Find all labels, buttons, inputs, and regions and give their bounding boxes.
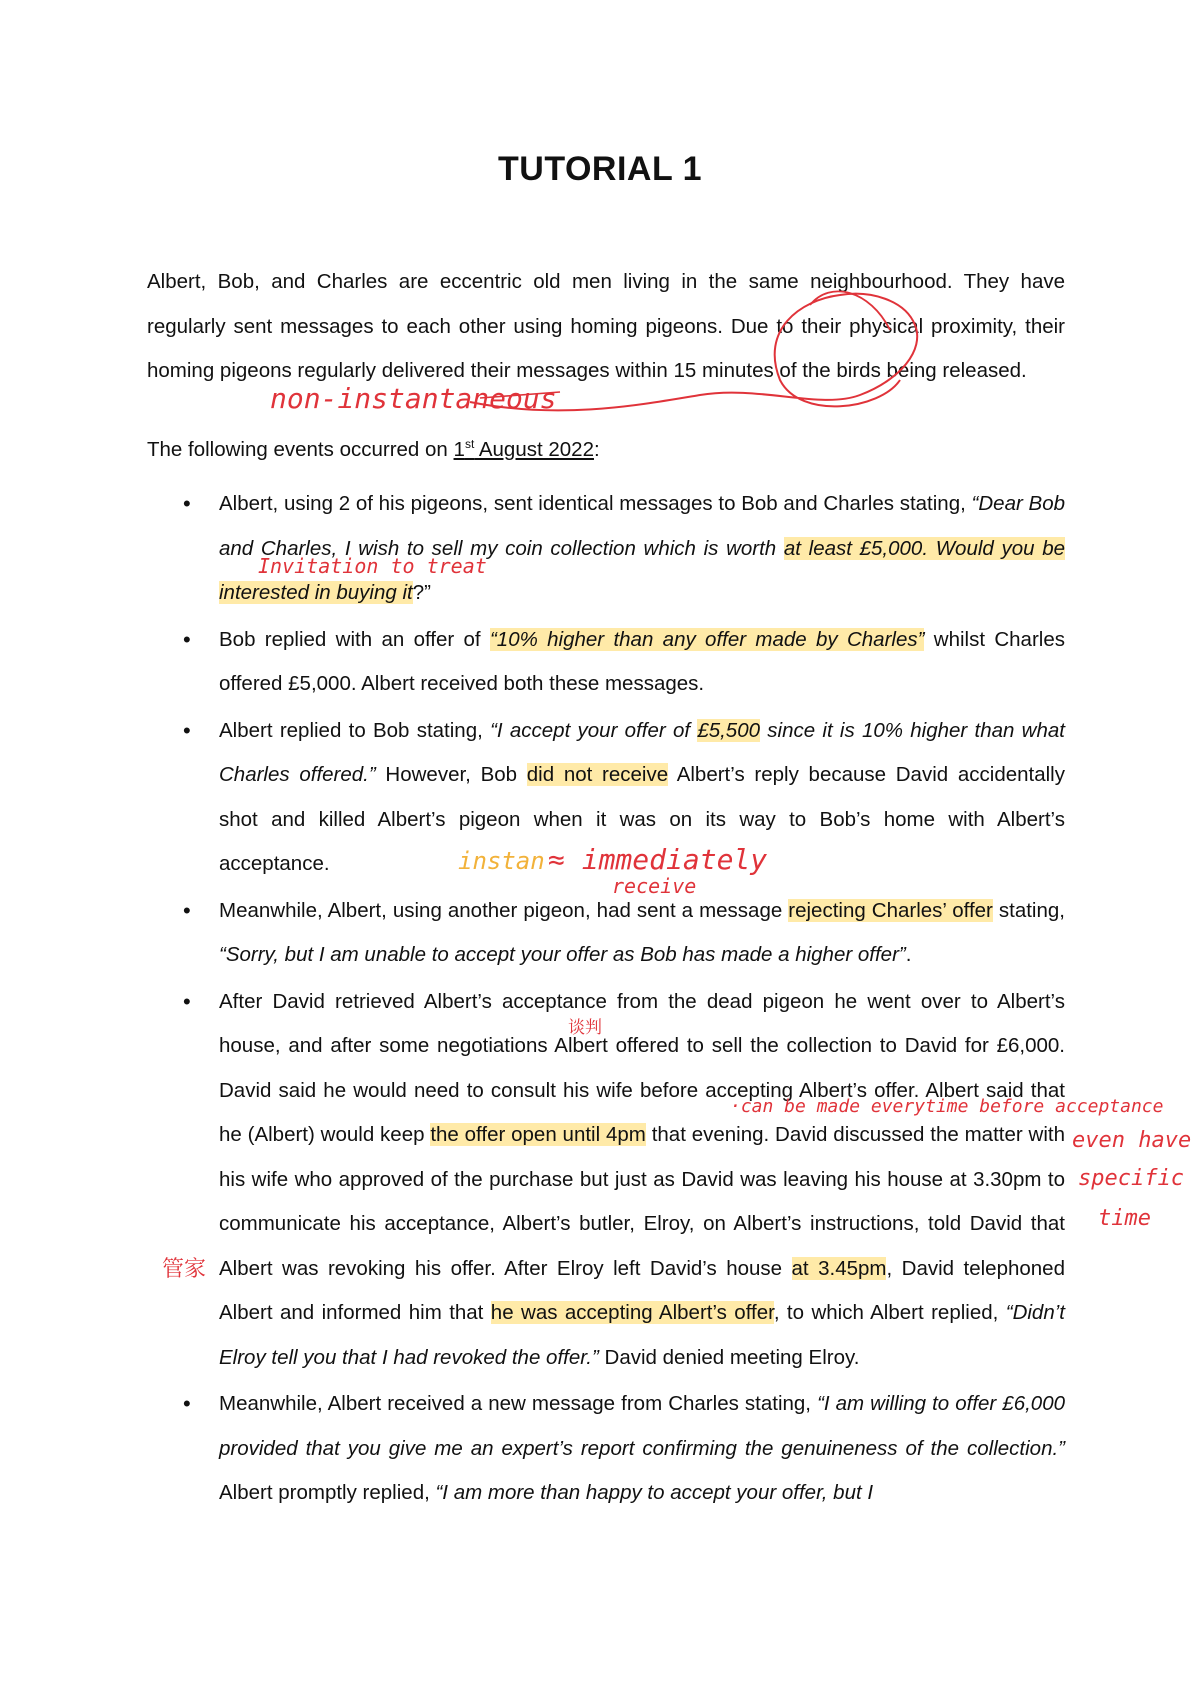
- note-receive: receive: [612, 874, 697, 898]
- event-quote: “I am more than happy to accept your offer, but I: [435, 1481, 874, 1504]
- event-text: Meanwhile, Albert received a new message from Charles stating,: [219, 1392, 818, 1415]
- event-text: Bob replied with an offer of: [219, 627, 490, 651]
- event-text: that evening. David discussed the matter with his wife who approved of the purchase but just as David was leaving his house at 3.30pm to communicate his acceptance, Albert’s butler, Elroy, on Albert’s instructions, told David that Albert was revoking his offer. After Elroy left David’s house: [219, 1123, 1065, 1280]
- event-text: stating,: [992, 898, 1065, 922]
- events-list: [147, 482, 1065, 1518]
- events-intro-colon: :: [593, 437, 600, 461]
- event-text: , David telephoned Albert and informed him that: [219, 1256, 1065, 1324]
- date-rest: August 2022: [474, 437, 594, 461]
- event-quote: since it is 10% higher than what Charles offered.”: [219, 718, 1065, 786]
- highlighted-text: did not receive: [526, 763, 669, 786]
- note-invitation-to-treat: Invitation to treat: [258, 554, 487, 578]
- events-intro: [147, 437, 600, 462]
- note-negotiation: 谈判: [568, 1018, 602, 1038]
- date-day: 1: [453, 437, 465, 461]
- event-quote: “Sorry, but I am unable to accept your offer as Bob has made a higher offer”: [219, 943, 906, 966]
- event-item: [147, 1382, 1065, 1516]
- event-text: Albert promptly replied,: [219, 1481, 436, 1504]
- event-text: ?”: [412, 581, 431, 604]
- highlighted-text: he was accepting Albert’s offer: [490, 1301, 774, 1324]
- event-text: After David retrieved Albert’s acceptance from the dead pigeon he went over to Albert’s house, and after some negotiations Albert offered to sell the collection to David for £6,000. David said he would need to consult his wife before accepting Albert’s offer. Albert said that he (Albert) would keep: [219, 989, 1065, 1146]
- highlighted-text: £5,500: [697, 718, 761, 742]
- event-item: [147, 482, 1065, 616]
- date-suffix: st: [464, 437, 475, 451]
- event-quote: “Dear Bob and Charles, I wish to sell my coin collection which is worth: [219, 492, 1065, 560]
- highlighted-text: the offer open until 4pm: [430, 1123, 646, 1146]
- note-even-have: even have: [1072, 1128, 1192, 1153]
- highlighted-text: rejecting Charles’ offer: [788, 898, 993, 922]
- note-time: time: [1098, 1206, 1151, 1231]
- event-text: whilst Charles offered £5,000. Albert received both these messages.: [219, 627, 1065, 695]
- event-item: [147, 980, 1065, 1381]
- intro-paragraph: [147, 260, 1065, 394]
- event-text: David denied meeting Elroy.: [598, 1345, 860, 1369]
- event-quote: “I accept your offer of: [490, 718, 698, 742]
- highlighted-quote: . Would you be interested in buying it: [219, 536, 1065, 604]
- event-text: , to which Albert replied,: [773, 1301, 1006, 1324]
- event-text: Albert, using 2 of his pigeons, sent identical messages to Bob and Charles stating,: [219, 492, 972, 515]
- event-text: However, Bob: [375, 763, 527, 786]
- event-quote: “I am willing to offer £6,000 provided that you give me an expert’s report confirming the genuineness of the collection.”: [219, 1392, 1066, 1460]
- note-can-be-made: ·can be made everytime before acceptance: [730, 1096, 1164, 1117]
- highlighted-text: at least £5,000: [783, 536, 923, 560]
- note-specific: specific: [1078, 1166, 1184, 1191]
- event-text: .: [905, 943, 912, 966]
- note-immediately: ≈ immediately: [548, 843, 768, 876]
- event-quote: “Didn’t Elroy tell you that I had revoked the offer.”: [219, 1301, 1065, 1369]
- event-text: Albert replied to Bob stating,: [219, 718, 491, 742]
- event-text: Albert’s reply because David accidentally shot and killed Albert’s pigeon when it was on its way to Bob’s home with Albert’s acceptance.: [219, 763, 1065, 875]
- note-non-instantaneous: non-instantaneous: [270, 382, 557, 415]
- highlighted-text: at 3.45pm: [791, 1256, 887, 1280]
- highlighted-quote: “10% higher than any offer made by Charles”: [489, 627, 925, 651]
- note-instant: instan: [458, 847, 545, 875]
- document-title: TUTORIAL 1: [498, 150, 702, 188]
- event-text: Meanwhile, Albert, using another pigeon, had sent a message: [219, 898, 789, 922]
- event-item: [147, 618, 1065, 707]
- note-butler: 管家: [162, 1257, 207, 1282]
- intro-text: Albert, Bob, and Charles are eccentric old men living in the same neighbourhood. They have regularly sent messages to each other using homing pigeons. Due to their physical proximity, their homing pigeons regularly delivered their messages within 15 minutes of the birds being released.: [147, 270, 1065, 382]
- event-date: [454, 438, 594, 461]
- event-item: [147, 889, 1065, 978]
- event-item: [147, 709, 1065, 887]
- events-intro-text: The following events occurred on: [147, 437, 454, 461]
